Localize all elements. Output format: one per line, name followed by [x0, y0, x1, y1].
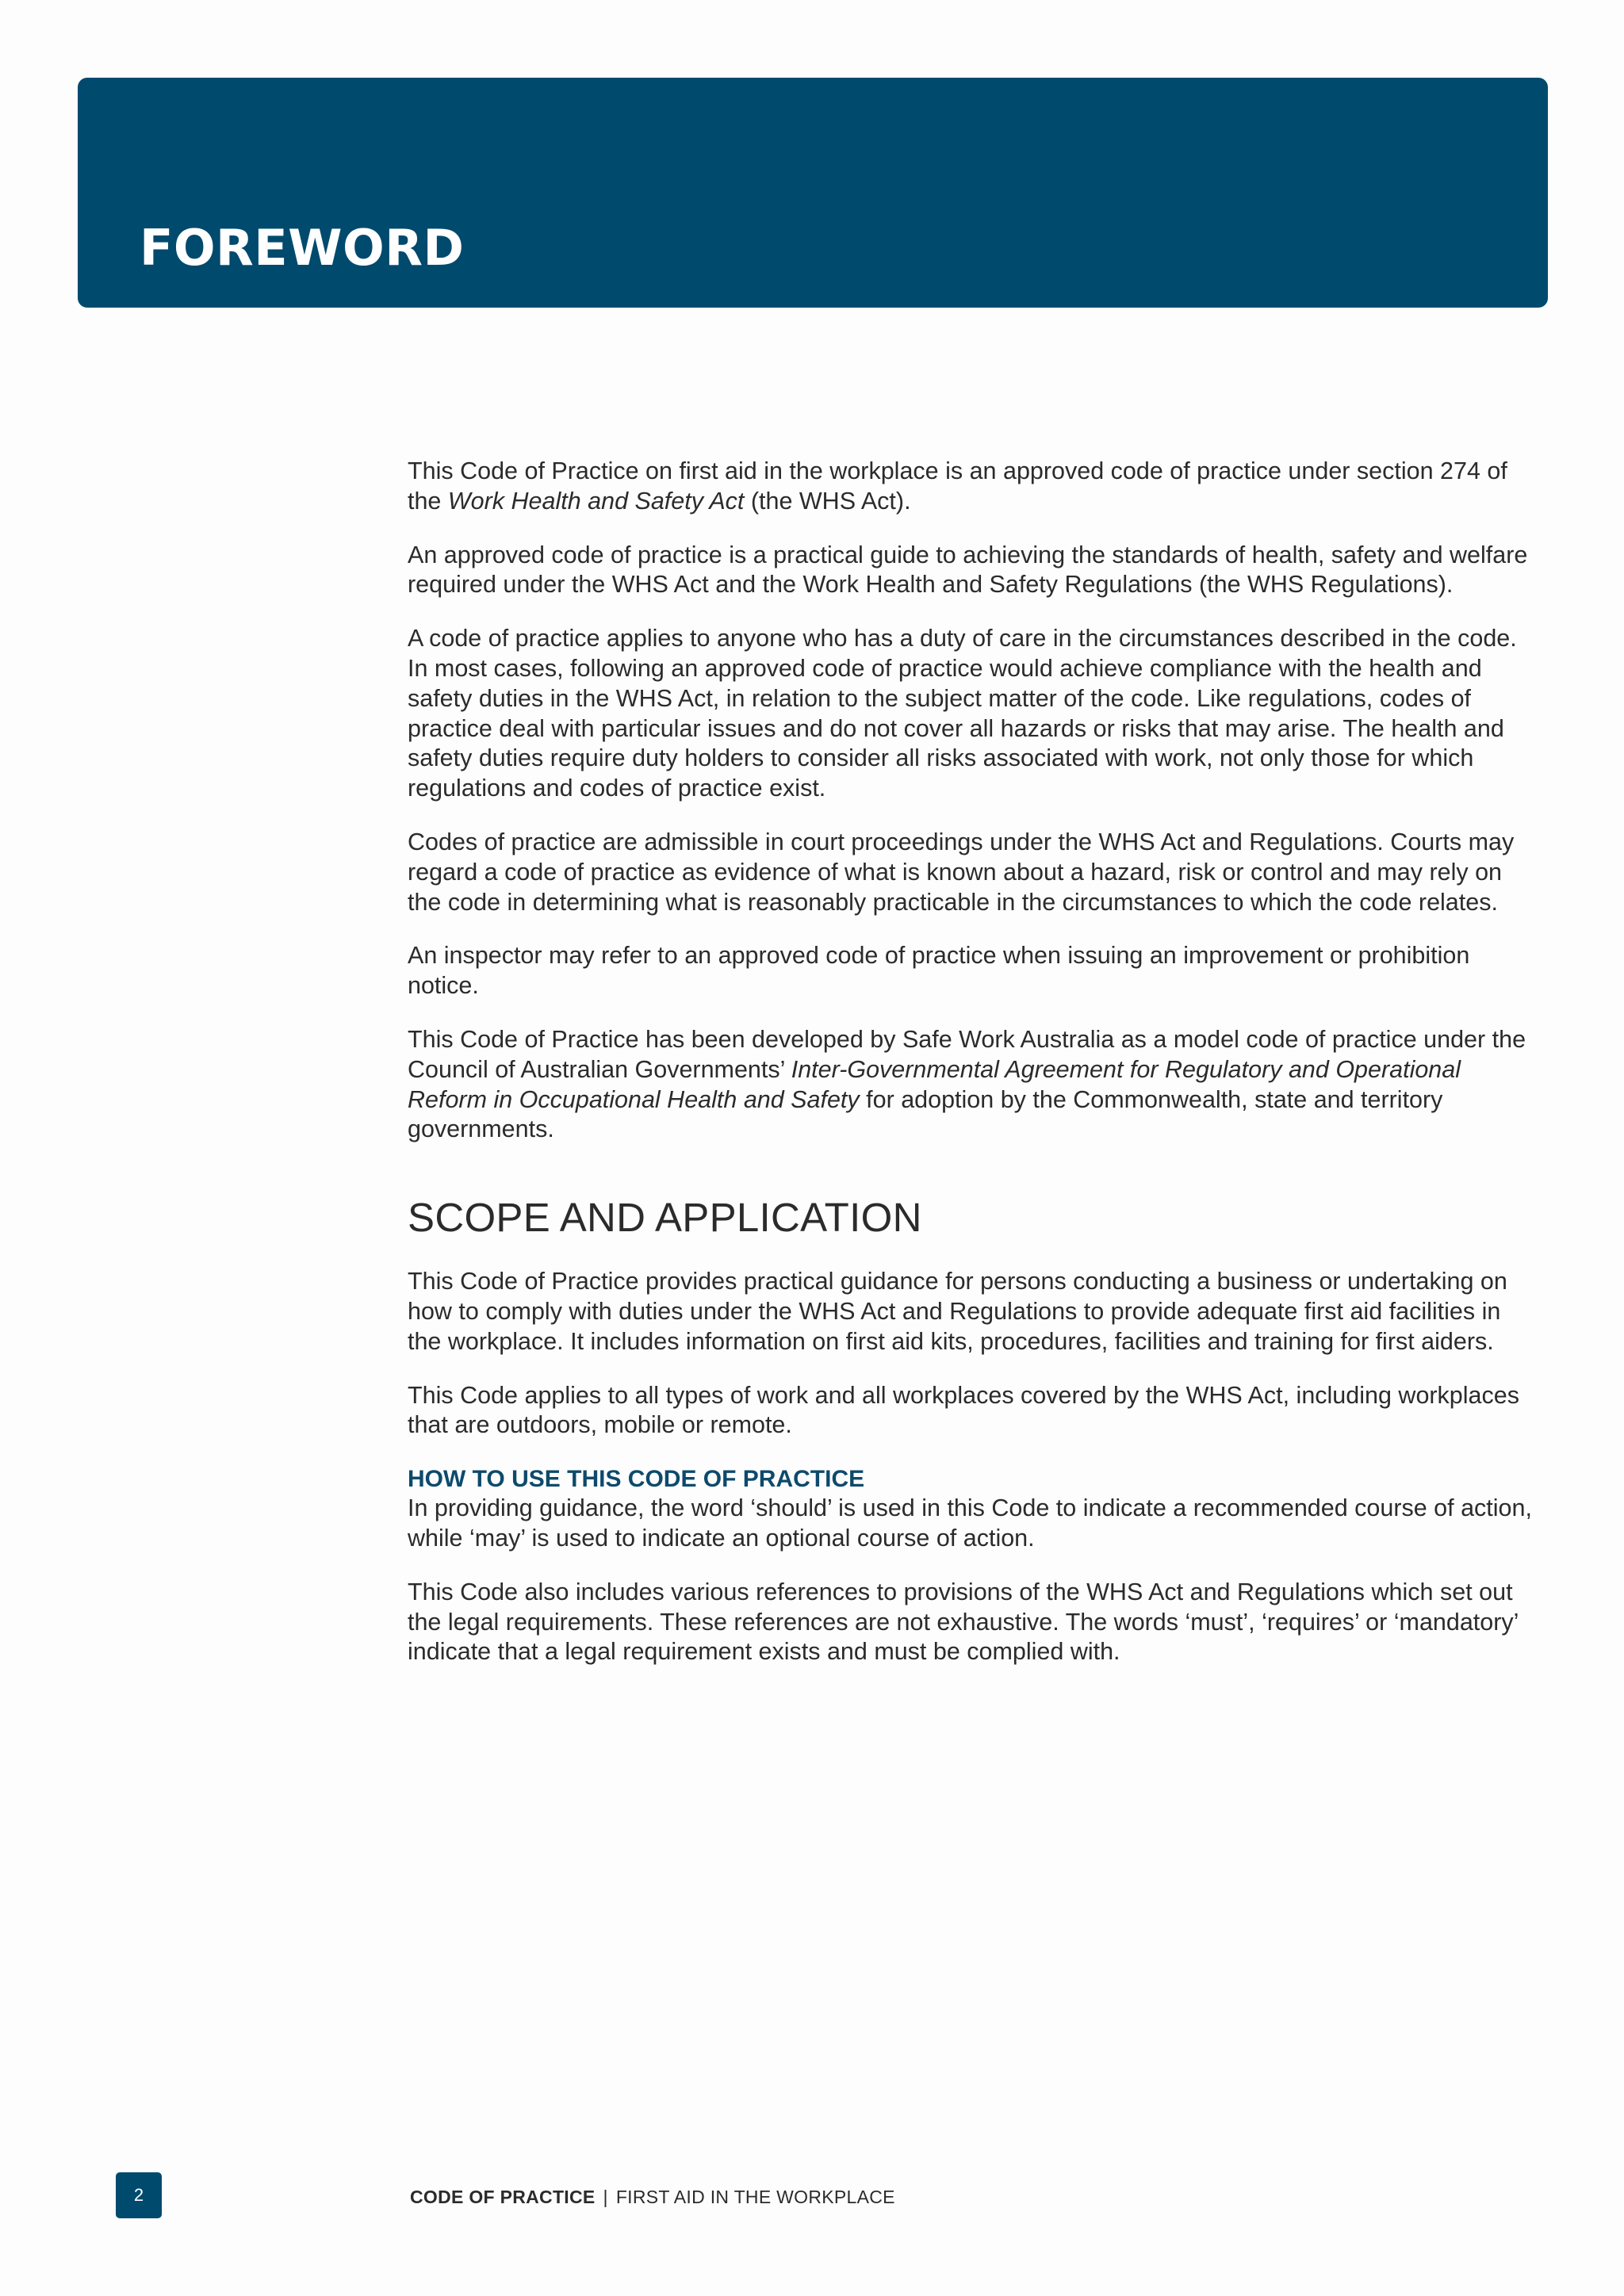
- header-banner: [78, 78, 1548, 308]
- page-title: FOREWORD: [140, 219, 465, 277]
- foreword-p1-text: This Code of Practice on first aid in the workplace is an approved code of practice under section 274 of the: [408, 457, 1507, 515]
- foreword-p6-tail: for adoption by the Commonwealth, state and territory governments.: [408, 1085, 1443, 1143]
- footer-doc-title: FIRST AID IN THE WORKPLACE: [615, 2187, 895, 2207]
- foreword-paragraph-6: [408, 1025, 1537, 1145]
- foreword-paragraph-4: Codes of practice are admissible in court proceedings under the WHS Act and Regulations. Courts may regard a code of practice as evidence of what is known about a hazard, risk or control and may rely on the code in determining what is reasonably practicable in the circumstances to which the code relates.: [408, 828, 1515, 916]
- how-to-heading: HOW TO USE THIS CODE OF PRACTICE: [408, 1466, 865, 1493]
- footer-document-title: [410, 2185, 895, 2209]
- main-content: [408, 457, 1537, 1691]
- foreword-p6-text: This Code of Practice has been developed by Safe Work Australia as a model code of practice under the Council of Australian Governments’: [408, 1025, 1526, 1083]
- footer-doc-type: CODE OF PRACTICE: [410, 2187, 596, 2207]
- foreword-paragraph-3: A code of practice applies to anyone who has a duty of care in the circumstances described in the code. In most cases, following an approved code of practice would achieve compliance with the health and safety duties in the WHS Act, in relation to the subject matter of the code. Like regulations, codes of practice deal with particular issues and do not cover all hazards or risks that may arise. The health and safety duties require duty holders to consider all risks associated with work, not only those for which regulations and codes of practice exist.: [408, 625, 1517, 802]
- scope-paragraph-1: This Code of Practice provides practical guidance for persons conducting a business or undertaking on how to comply with duties under the WHS Act and Regulations to provide adequate first aid facilities in the workplace. It includes information on first aid kits, procedures, facilities and training for first aiders.: [408, 1268, 1507, 1355]
- foreword-paragraph-2: An approved code of practice is a practical guide to achieving the standards of health, safety and welfare required under the WHS Act and the Work Health and Safety Regulations (the WHS Regulations).: [408, 541, 1528, 599]
- how-to-paragraph-1: In providing guidance, the word ‘should’ is used in this Code to indicate a recommended course of action, while ‘may’ is used to indicate an optional course of action.: [408, 1494, 1532, 1552]
- foreword-paragraph-1: [408, 457, 1537, 517]
- foreword-paragraph-5: An inspector may refer to an approved code of practice when issuing an improvement or prohibition notice.: [408, 942, 1470, 1000]
- how-to-paragraph-2: This Code also includes various references to provisions of the WHS Act and Regulations which set out the legal requirements. These references are not exhaustive. The words ‘must’, ‘requires’ or ‘mandatory’ indicate that a legal requirement exists and must be complied with.: [408, 1578, 1519, 1666]
- footer-separator: |: [603, 2187, 608, 2207]
- agreement-title-italic: Inter-Governmental Agreement for Regulatory and Operational Reform in Occupational Health and Safety: [408, 1055, 1461, 1113]
- foreword-p1-tail: (the WHS Act).: [744, 487, 911, 515]
- act-title-italic: Work Health and Safety Act: [447, 487, 745, 515]
- scope-heading: SCOPE AND APPLICATION: [408, 1195, 922, 1241]
- scope-paragraph-2: This Code applies to all types of work and all workplaces covered by the WHS Act, including workplaces that are outdoors, mobile or remote.: [408, 1381, 1519, 1439]
- page-number-badge: 2: [116, 2172, 162, 2218]
